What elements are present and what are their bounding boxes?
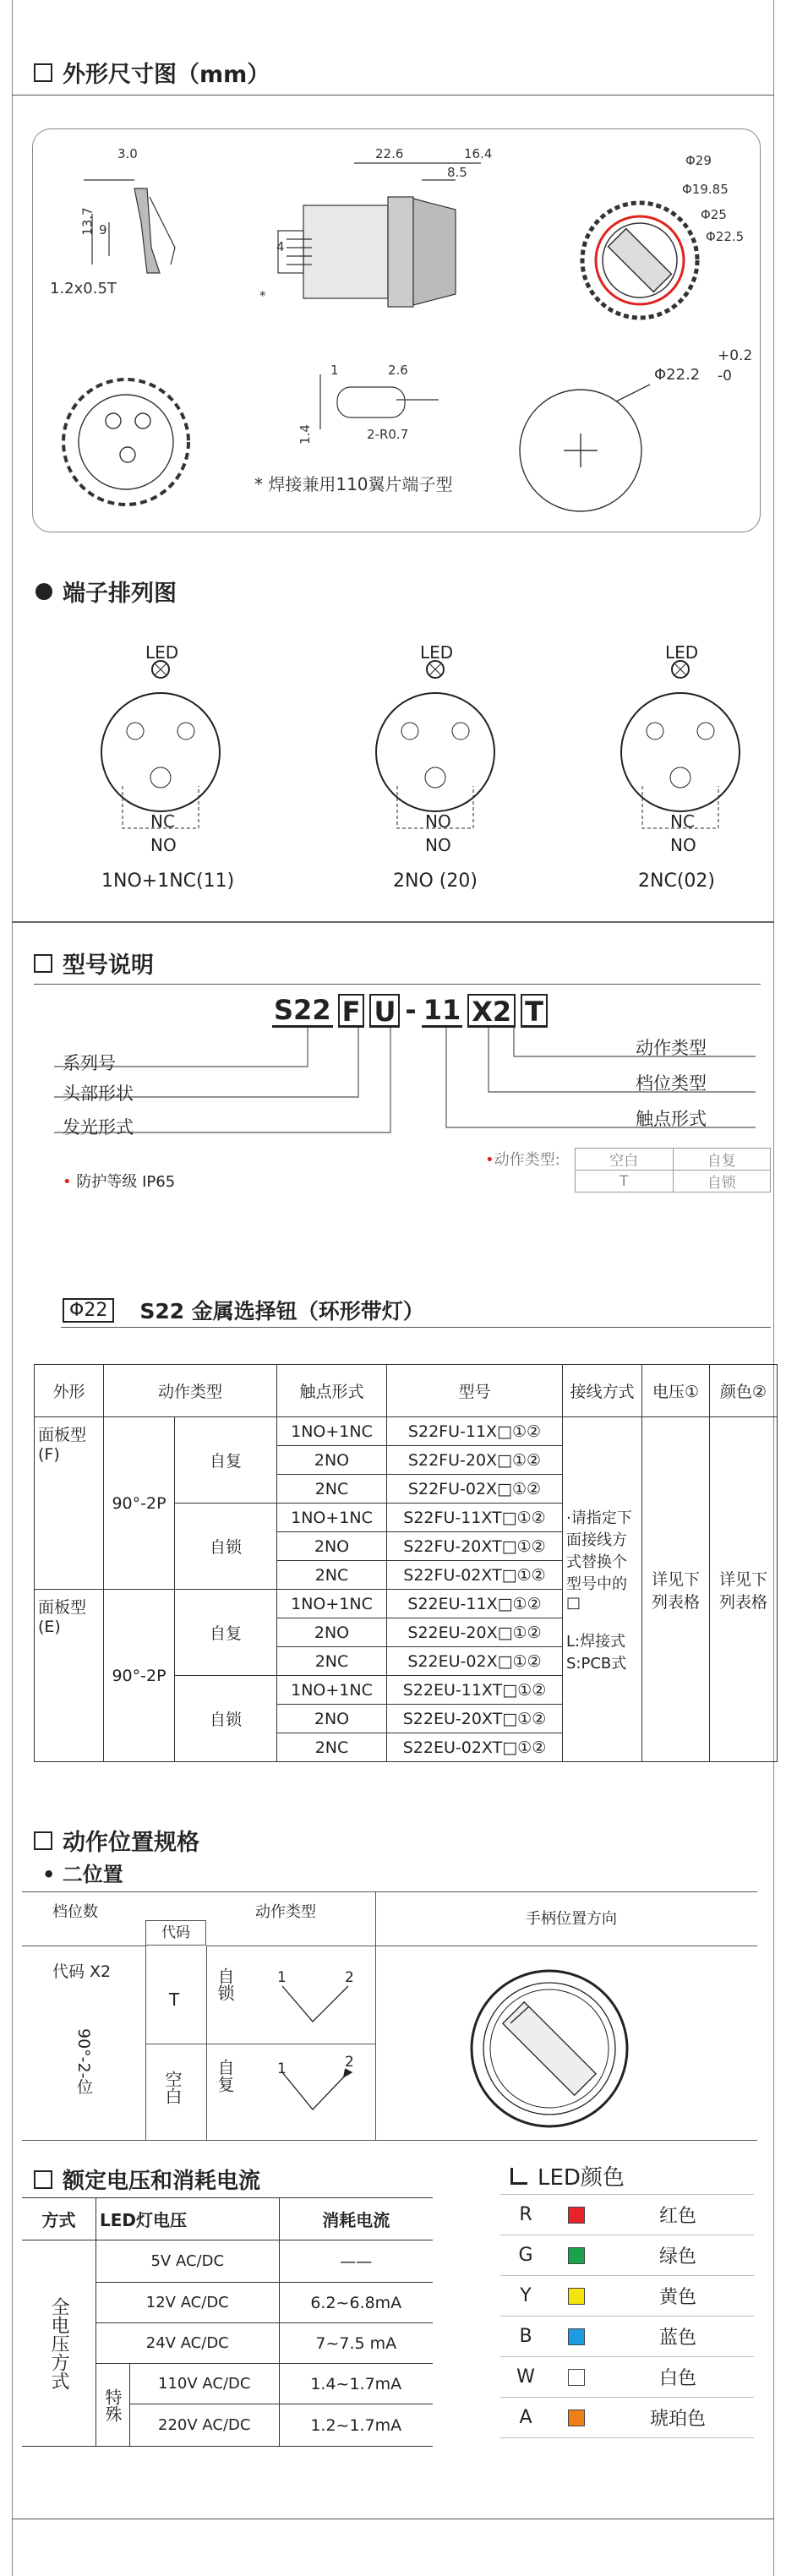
- contact-cell: 1NO+1NC: [277, 1417, 387, 1446]
- led-name: 红色: [602, 2195, 754, 2235]
- wiring-cell: [563, 1417, 642, 1762]
- model-cell: S22EU-11X□①②: [387, 1590, 563, 1618]
- divider: [12, 95, 774, 96]
- nc-label: NO: [425, 811, 451, 832]
- model-label-contacts: 触点形式: [636, 1109, 707, 1129]
- led-code: W: [500, 2357, 551, 2398]
- col-header: 触点形式: [277, 1365, 387, 1417]
- voltage-cell: 12V AC/DC: [96, 2283, 280, 2323]
- led-name: 琥珀色: [602, 2398, 754, 2438]
- terminal-diagram: [351, 642, 537, 896]
- col-header: 档位数: [52, 1903, 98, 1921]
- led-swatch: [568, 2369, 585, 2386]
- model-cell: S22EU-02XT□①②: [387, 1733, 563, 1762]
- dim-label: Φ29: [685, 153, 712, 168]
- col-header: 动作类型: [104, 1365, 277, 1417]
- model-label-series: 系列号: [63, 1053, 116, 1073]
- selector-title: S22 金属选择钮（环形带灯）: [139, 1299, 424, 1323]
- led-title: [510, 2160, 625, 2191]
- current-cell: 1.4~1.7mA: [279, 2364, 433, 2404]
- contact-cell: 1NO+1NC: [277, 1504, 387, 1532]
- dim-label: 22.6: [375, 146, 404, 161]
- selector-table: [34, 1364, 778, 1762]
- led-code: B: [500, 2317, 551, 2357]
- contact-cell: 2NC: [277, 1733, 387, 1762]
- terminal-diagram: [76, 642, 262, 896]
- wiring-options: L:焊接式 S:PCB式: [566, 1632, 627, 1673]
- col-header: LED灯电压: [96, 2198, 280, 2240]
- contact-cell: 1NO+1NC: [277, 1590, 387, 1618]
- divider: [22, 2140, 757, 2141]
- action-name: 自锁: [673, 1171, 771, 1192]
- led-name: 绿色: [602, 2235, 754, 2276]
- current-cell: ——: [279, 2240, 433, 2283]
- dim-label: Φ22.2: [654, 366, 701, 384]
- pos-num: 1: [277, 1969, 287, 1986]
- position-title: [34, 1824, 199, 1857]
- divider: [12, 921, 774, 923]
- terminal-caption: 2NC(02): [638, 870, 715, 892]
- model-label-positions: 档位类型: [636, 1073, 707, 1094]
- model-cell: S22FU-02X□①②: [387, 1475, 563, 1504]
- contact-cell: 2NC: [277, 1561, 387, 1590]
- action-cell: 自复: [175, 1417, 277, 1504]
- color-cell: 详见下列表格: [710, 1417, 778, 1762]
- no-label: NO: [150, 835, 177, 855]
- model-cell: S22FU-02XT□①②: [387, 1561, 563, 1590]
- dim-label: Φ19.85: [682, 182, 729, 197]
- contact-cell: 2NC: [277, 1475, 387, 1504]
- led-title-text: LED颜色: [538, 2165, 625, 2191]
- led-name: 黄色: [602, 2276, 754, 2317]
- selector-title-row: [63, 1295, 424, 1325]
- angle-cell: 90°-2P: [104, 1590, 175, 1762]
- protection-text: 防护等级 IP65: [76, 1173, 176, 1191]
- dim-label: +0.2: [718, 347, 753, 364]
- code-u: U: [369, 994, 400, 1028]
- action-cell: 自锁: [175, 1504, 277, 1590]
- terminal-caption: 1NO+1NC(11): [101, 870, 235, 892]
- dims-panel: [32, 128, 761, 532]
- terminal-svg: [351, 659, 537, 862]
- action-cell: 自锁: [175, 1676, 277, 1762]
- checkbox-icon: [34, 63, 52, 82]
- no-label: NO: [670, 835, 696, 855]
- model-cell: S22EU-20XT□①②: [387, 1705, 563, 1733]
- nc-label: NC: [150, 811, 175, 832]
- model-label-head: 头部形状: [63, 1083, 134, 1104]
- col-header: 型号: [387, 1365, 563, 1417]
- shape-cell: 面板型 (F): [35, 1417, 104, 1590]
- model-cell: S22FU-11XT□①②: [387, 1504, 563, 1532]
- led-name: 白色: [602, 2357, 754, 2398]
- dim-label: 3.0: [117, 146, 138, 161]
- led-swatch: [568, 2328, 585, 2345]
- checkbox-icon: [34, 1831, 52, 1850]
- voltage-title-text: 额定电压和消耗电流: [63, 2169, 261, 2194]
- terminals-title-text: 端子排列图: [63, 581, 177, 607]
- dim-label: 2-R0.7: [367, 427, 409, 442]
- voltage-cell: 220V AC/DC: [130, 2404, 280, 2447]
- led-code: R: [500, 2195, 551, 2235]
- model-cell: S22FU-20X□①②: [387, 1446, 563, 1475]
- model-label-action: 动作类型: [636, 1038, 707, 1058]
- dim-label: -0: [718, 368, 732, 385]
- checkbox-icon: [34, 954, 52, 973]
- dim-label: 1.4: [297, 424, 313, 445]
- checkbox-icon: [34, 2170, 52, 2189]
- dim-label: 16.4: [464, 146, 493, 161]
- code-header: 代码: [145, 1920, 206, 1946]
- action-type-label: 动作类型:: [494, 1151, 560, 1169]
- no-label: NO: [425, 835, 451, 855]
- model-label-light: 发光形式: [63, 1117, 134, 1138]
- pos-code: 空白: [162, 2071, 183, 2104]
- col-header: 外形: [35, 1365, 104, 1417]
- col-header: 方式: [22, 2198, 96, 2240]
- col-header: 手柄位置方向: [526, 1910, 617, 1928]
- bullet-icon: [35, 583, 52, 600]
- dim-label: Φ25: [701, 207, 727, 222]
- model-cell: S22EU-02X□①②: [387, 1647, 563, 1676]
- col-header: 颜色②: [710, 1365, 778, 1417]
- wiring-note: ·请指定下面接线方式替换个型号中的 □: [566, 1509, 632, 1612]
- dim-label: *: [259, 288, 266, 303]
- col-header: 动作类型: [255, 1903, 316, 1921]
- contact-cell: 2NO: [277, 1532, 387, 1561]
- model-title-text: 型号说明: [63, 952, 154, 979]
- corner-icon: [510, 2168, 527, 2185]
- contact-cell: 2NO: [277, 1705, 387, 1733]
- terminal-caption: 2NO (20): [393, 870, 478, 892]
- code-positions: X2: [467, 994, 516, 1028]
- dims-title-text: 外形尺寸图（mm）: [63, 62, 270, 88]
- pos-action: 自锁: [215, 1967, 235, 2001]
- model-cell: S22EU-20X□①②: [387, 1618, 563, 1647]
- divider: [22, 1891, 757, 1892]
- dims-note: * 焊接兼用110翼片端子型: [254, 474, 453, 494]
- action-code: 空白: [576, 1149, 674, 1171]
- angle-cell: 90°-2P: [104, 1417, 175, 1590]
- pos-code: T: [169, 1989, 180, 2010]
- terminal-svg: [596, 659, 765, 862]
- angle-vertical: 90°-2-位: [74, 2028, 93, 2095]
- current-cell: 1.2~1.7mA: [279, 2404, 433, 2447]
- led-name: 蓝色: [602, 2317, 754, 2357]
- dim-label: 8.5: [447, 165, 467, 180]
- led-color-table: [500, 2194, 754, 2438]
- voltage-cell: 详见下列表格: [642, 1417, 710, 1762]
- action-type-legend: [575, 1148, 771, 1192]
- special-cell: 特殊: [96, 2364, 130, 2447]
- terminal-diagram: [596, 642, 782, 896]
- dim-label: Φ22.5: [706, 229, 745, 244]
- voltage-cell: 110V AC/DC: [130, 2364, 280, 2404]
- code-series: S22: [274, 994, 331, 1026]
- terminal-svg: [76, 659, 262, 862]
- code-action: T: [521, 994, 548, 1028]
- voltage-title: [34, 2164, 260, 2195]
- bullet-icon: •: [63, 1173, 72, 1191]
- divider: [61, 1327, 771, 1328]
- dims-title: [34, 56, 270, 89]
- code-contacts: 11: [423, 994, 461, 1026]
- model-cell: S22EU-11XT□①②: [387, 1676, 563, 1705]
- action-cell: 自复: [175, 1590, 277, 1676]
- dim-label: 1.2x0.5T: [50, 280, 117, 297]
- dim-label: 4: [276, 239, 285, 254]
- contact-cell: 2NO: [277, 1618, 387, 1647]
- position-subtitle: • 二位置: [42, 1863, 123, 1886]
- action-code: T: [576, 1171, 674, 1192]
- dim-label: 13.7: [79, 207, 96, 236]
- action-type-legend-label: [485, 1148, 560, 1170]
- led-swatch: [568, 2410, 585, 2426]
- shape-cell: 面板型 (E): [35, 1590, 104, 1762]
- action-name: 自复: [673, 1149, 771, 1171]
- dim-label: 2.6: [388, 363, 408, 378]
- protection-line: [63, 1170, 175, 1192]
- led-code: Y: [500, 2276, 551, 2317]
- model-cell: S22FU-11X□①②: [387, 1417, 563, 1446]
- pos-num: 1: [277, 2060, 287, 2077]
- contact-cell: 2NC: [277, 1647, 387, 1676]
- led-label: LED: [665, 642, 699, 663]
- contact-cell: 2NO: [277, 1446, 387, 1475]
- model-title: [34, 947, 154, 980]
- led-label: LED: [420, 642, 454, 663]
- led-swatch: [568, 2288, 585, 2305]
- voltage-table: [22, 2197, 433, 2447]
- current-cell: 7~7.5 mA: [279, 2323, 433, 2364]
- led-swatch: [568, 2247, 585, 2264]
- terminals-title: [35, 575, 177, 608]
- col-header: 接线方式: [563, 1365, 642, 1417]
- divider: [34, 984, 761, 985]
- voltage-cell: 24V AC/DC: [96, 2323, 280, 2364]
- current-cell: 6.2~6.8mA: [279, 2283, 433, 2323]
- dim-label: 9: [99, 222, 107, 237]
- code-f: F: [338, 994, 365, 1028]
- led-label: LED: [145, 642, 179, 663]
- led-swatch: [568, 2207, 585, 2224]
- bullet-icon: •: [485, 1151, 494, 1169]
- dim-label: 1: [330, 363, 339, 378]
- model-cell: S22FU-20XT□①②: [387, 1532, 563, 1561]
- nc-label: NC: [670, 811, 695, 832]
- position-title-text: 动作位置规格: [63, 1830, 199, 1856]
- led-code: A: [500, 2398, 551, 2438]
- code-dash: -: [405, 994, 417, 1026]
- mode-cell: 全电压方式: [22, 2240, 96, 2447]
- contact-cell: 1NO+1NC: [277, 1676, 387, 1705]
- code-x2: 代码 X2: [52, 1962, 112, 1981]
- col-header: 消耗电流: [279, 2198, 433, 2240]
- voltage-cell: 5V AC/DC: [96, 2240, 280, 2283]
- position-diagrams: [0, 1946, 762, 2165]
- selector-badge: Φ22: [63, 1298, 114, 1323]
- pos-num: 2: [345, 1969, 354, 1986]
- led-code: G: [500, 2235, 551, 2276]
- pos-num: 2: [345, 2054, 354, 2071]
- pos-action: 自复: [215, 2059, 235, 2093]
- col-header: 电压①: [642, 1365, 710, 1417]
